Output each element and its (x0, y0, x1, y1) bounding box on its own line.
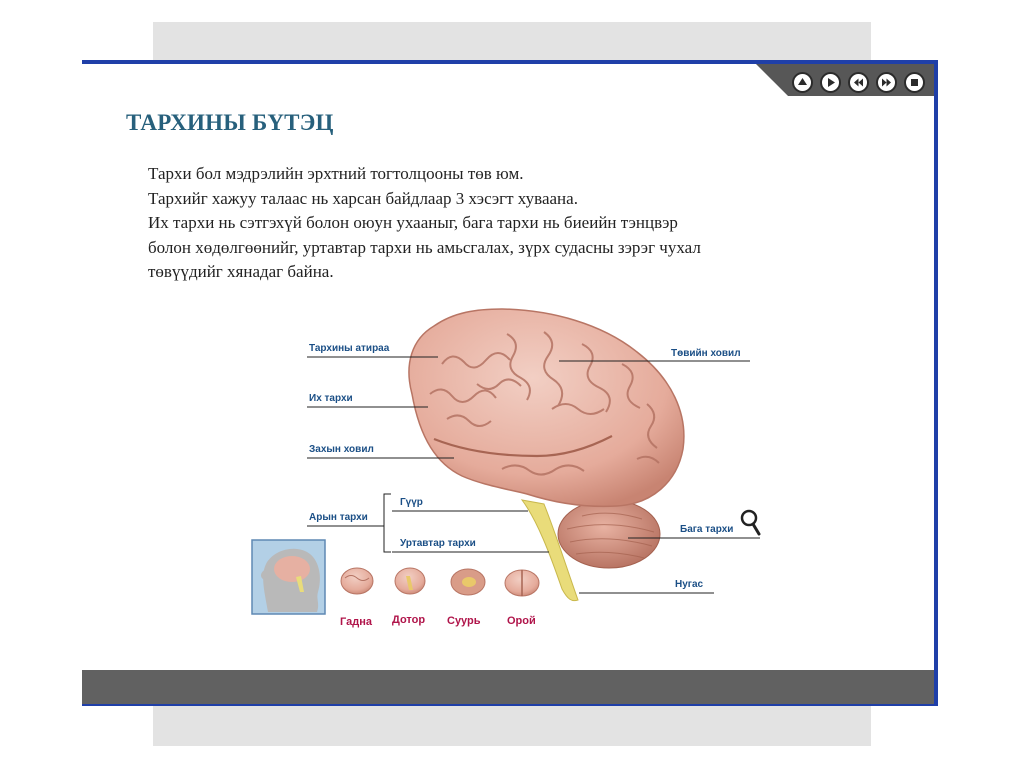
label-gyrus: Тархины атираа (309, 343, 390, 354)
view-label-inner: Дотор (392, 614, 426, 626)
label-medulla: Уртавтар тархи (400, 538, 476, 549)
view-label-outer: Гадна (340, 616, 372, 628)
view-label-top: Орой (507, 615, 536, 627)
slide (82, 60, 938, 706)
view-thumbnail-outer[interactable] (341, 568, 373, 594)
bottom-bar (82, 670, 934, 704)
label-hindbrain: Арын тархи (309, 512, 368, 523)
view-thumbnail-inner[interactable] (395, 568, 425, 594)
description-line: Тархи бол мэдрэлийн эрхтний тогтолцооны төв юм. (148, 164, 524, 183)
view-thumbnail-top[interactable] (505, 570, 539, 596)
label-pons: Гүүр (400, 497, 423, 508)
view-label-base: Суурь (447, 615, 481, 627)
page-title: ТАРХИНЫ БҮТЭЦ (126, 110, 334, 135)
label-central-sulcus: Төвийн ховил (671, 348, 741, 359)
description-line: Их тархи нь сэтгэхүй болон оюун ухааныг, бага тархи нь биеийн тэнцвэр (148, 213, 678, 232)
brain-diagram (82, 64, 934, 664)
magnifier-icon[interactable] (742, 511, 759, 534)
label-spinal-cord: Нугас (675, 579, 704, 590)
cerebellum (558, 500, 660, 568)
description-line: төвүүдийг хянадаг байна. (148, 262, 334, 281)
label-cerebrum: Их тархи (309, 393, 353, 404)
head-view-thumbnail[interactable] (252, 540, 325, 614)
description-line: болон хөдөлгөөнийг, уртавтар тархи нь амьсгалах, зүрх судасны зэрэг чухал (148, 237, 701, 257)
label-lateral-sulcus: Захын ховил (309, 444, 374, 455)
label-cerebellum: Бага тархи (680, 524, 734, 535)
description-line: Тархийг хажуу талаас нь харсан байдлаар 3 хэсэгт хуваана. (148, 188, 578, 208)
cerebrum (409, 309, 684, 506)
view-thumbnail-base[interactable] (451, 569, 485, 595)
